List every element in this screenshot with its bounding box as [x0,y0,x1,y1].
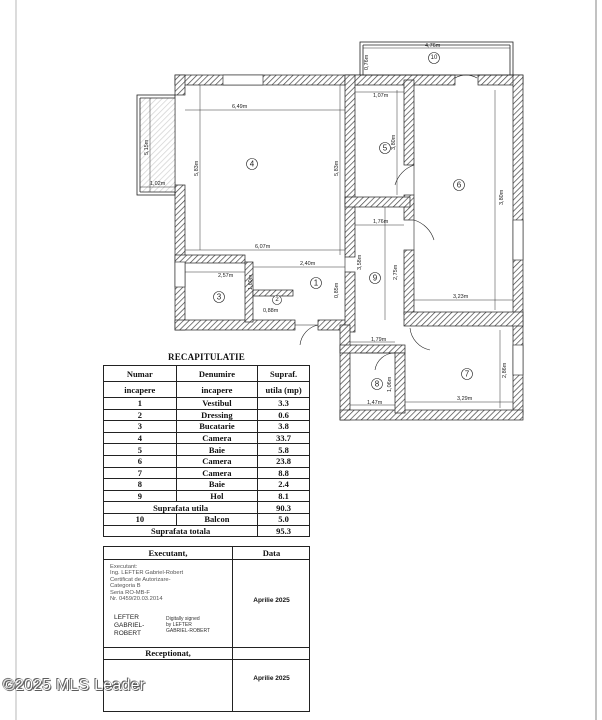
executant-header: Executant, [148,548,188,558]
authorization-stamp [110,564,183,602]
dim-label: 3,23m [453,294,469,300]
cell-name: Balcon [176,513,258,525]
cell-num: 4 [104,432,177,444]
header-cell: Numar [104,366,177,382]
stamp-line: Executant: [110,564,138,570]
stamp-line: Certificat de Autorizare- [110,576,171,583]
room-1-number: 1 [313,278,319,288]
receptionat-label: Receptionat, [145,648,191,658]
dim-label: 1,07m [373,93,389,99]
stamp-line: Categoria B [110,583,141,590]
cell-area: 3.3 [258,398,310,410]
dim-label: 5,15m [144,139,150,155]
mls-watermark: ©2025 MLS Leader [3,677,146,694]
table-row [104,455,310,467]
balcony-left [137,95,175,195]
dim-label: 2,86m [502,362,508,378]
dim-label: 0,85m [334,282,340,298]
room-5-number: 5 [382,143,388,153]
table-row [104,513,310,525]
recap-header-row-1 [104,366,310,382]
dim-label: 2,75m [393,264,399,280]
table-row [104,432,310,444]
cell-num: 7 [104,467,177,479]
execution-date: Aprilie 2025 [253,597,290,604]
room-3-number: 3 [216,292,222,302]
dim-label: 4,76m [425,43,441,49]
digsig-line: by LEFTER [166,622,192,628]
table-row [104,409,310,421]
room-7-number: 7 [464,369,470,379]
divider [104,559,309,560]
dim-label: 1,06m [387,376,393,392]
cell-num: 1 [104,398,177,410]
cell-area: 5.0 [258,513,310,525]
recap-header-row-2 [104,382,310,398]
cell-name: Hol [176,490,258,502]
room-4-number: 4 [249,159,255,169]
stamp-line: Seria RO-MB-F [110,589,150,596]
signer-line: ROBERT [114,630,141,637]
dim-label: 1,47m [367,400,383,406]
dim-label: 3,29m [457,396,473,402]
cell-name: Bucatarie [176,421,258,433]
room-2-number: 2 [275,297,279,303]
cell-name: Dressing [176,409,258,421]
cell-name: Camera [176,467,258,479]
header-cell: incapere [176,382,258,398]
total-value: 95.3 [258,525,310,537]
room-9-number: 9 [372,273,378,283]
cell-num: 10 [104,513,177,525]
header-cell: Denumire [176,366,258,382]
cell-area: 0.6 [258,409,310,421]
divider [232,547,233,711]
dim-label: 0,88m [263,308,279,314]
table-row [104,421,310,433]
cell-area: 23.8 [258,455,310,467]
dim-label: 3,80m [499,189,505,205]
recap-table [103,365,310,537]
subtotal-label: Suprafata utila [104,502,258,514]
cell-num: 9 [104,490,177,502]
room-8-number: 8 [374,379,380,389]
dim-label: 2,57m [218,273,234,279]
cell-name: Camera [176,455,258,467]
dim-label: 1,79m [371,337,387,343]
stamp-line: Nr. 0459/20.03.2014 [110,596,163,603]
signer-line: GABRIEL- [114,622,145,629]
cell-area: 8.1 [258,490,310,502]
room-10-number: 10 [430,55,438,61]
dim-label: 3,58m [357,254,363,270]
cell-name: Camera [176,432,258,444]
dim-label: 0,76m [364,54,370,70]
cell-area: 3.8 [258,421,310,433]
signer-line: LEFTER [114,614,139,621]
dim-label: 3,80m [391,134,397,150]
dim-label: 5,83m [194,160,200,176]
dim-label: 6,49m [232,104,248,110]
dim-label: 1,60m [248,274,254,290]
cell-area: 5.8 [258,444,310,456]
cell-num: 8 [104,479,177,491]
table-row [104,467,310,479]
cell-num: 3 [104,421,177,433]
recap-title: RECAPITULATIE [168,352,245,362]
digsig-line: GABRIEL-ROBERT [166,628,211,634]
header-cell: Supraf. [258,366,310,382]
cell-num: 2 [104,409,177,421]
table-row [104,490,310,502]
dim-label: 5,83m [334,160,340,176]
cell-area: 33.7 [258,432,310,444]
reception-date: Aprilie 2025 [253,675,290,682]
table-row [104,479,310,491]
date-header: Data [262,548,281,558]
total-label: Suprafata totala [104,525,258,537]
dim-label: 1,02m [150,181,166,187]
dim-label: 1,76m [373,219,389,225]
table-row [104,398,310,410]
dim-label: 6,07m [255,244,271,250]
stamp-line: Ing. LEFTER Gabriel-Robert [110,570,184,577]
table-row [104,444,310,456]
header-cell: incapere [104,382,177,398]
cell-num: 6 [104,455,177,467]
cell-name: Baie [176,444,258,456]
cell-name: Baie [176,479,258,491]
subtotal-value: 90.3 [258,502,310,514]
cell-name: Vestibul [176,398,258,410]
total-row [104,525,310,537]
header-cell: utila (mp) [258,382,310,398]
digital-signature [166,616,210,634]
digsig-line: Digitally signed [166,616,200,622]
room-6-number: 6 [456,180,462,190]
subtotal-row [104,502,310,514]
cell-area: 8.8 [258,467,310,479]
cell-area: 2.4 [258,479,310,491]
signer-name [114,614,144,638]
cell-num: 5 [104,444,177,456]
dim-label: 2,40m [300,261,316,267]
divider [104,659,309,660]
